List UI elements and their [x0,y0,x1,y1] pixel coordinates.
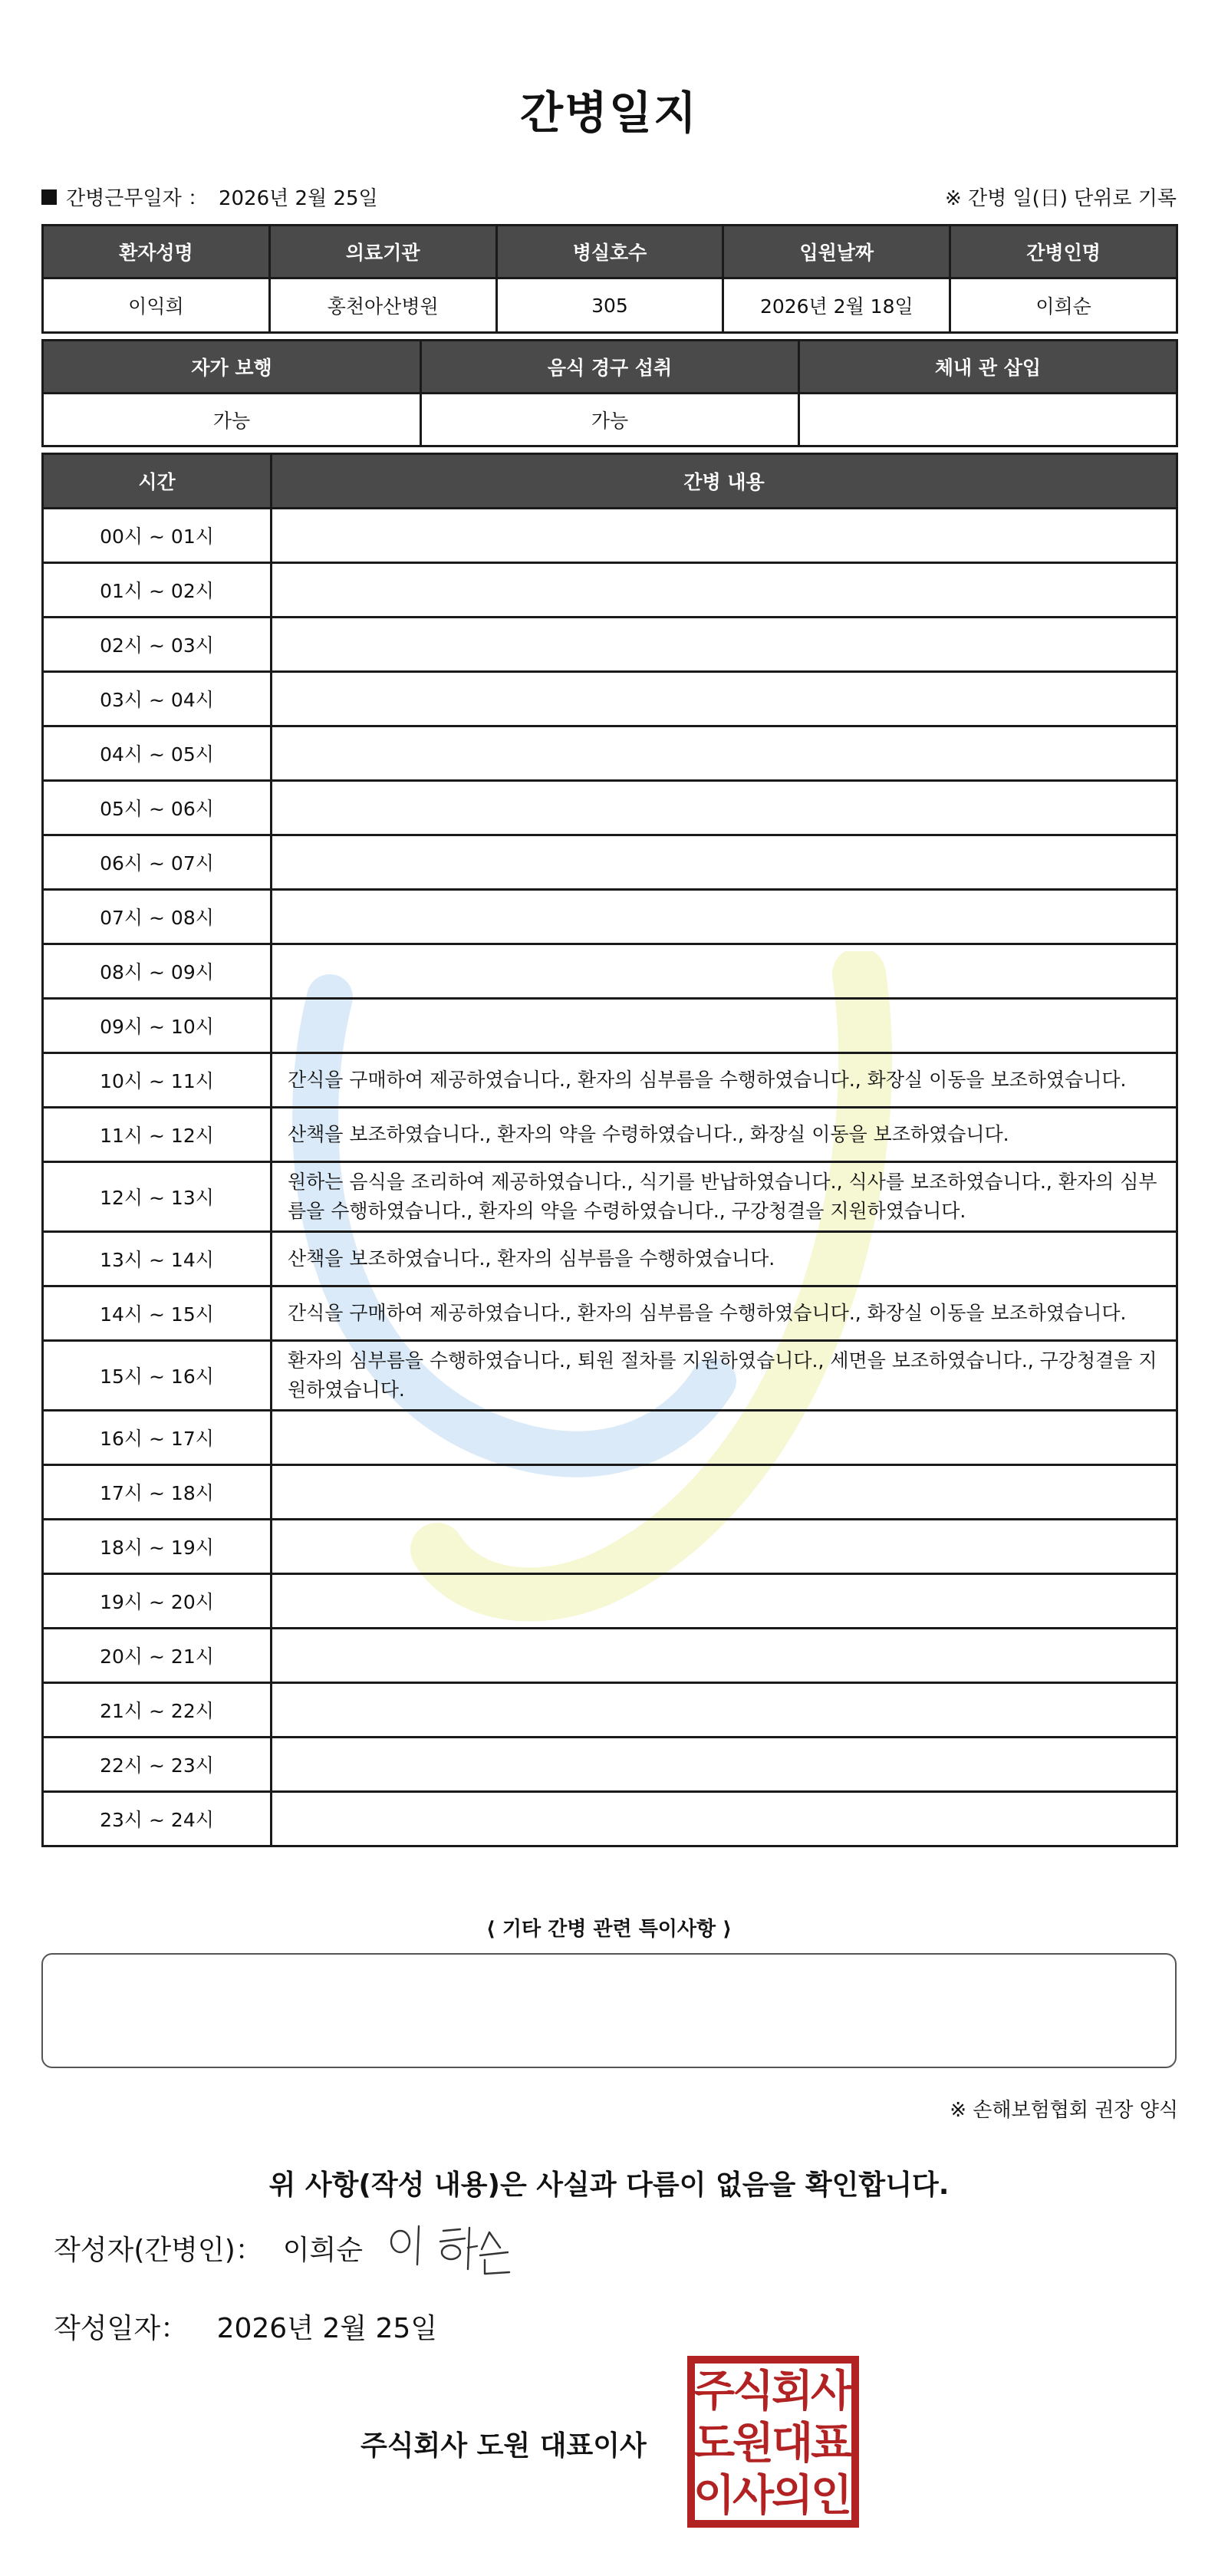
table-row [43,672,1177,726]
table-row [43,1465,1177,1520]
care-content-cell [272,1411,1177,1465]
care-content-cell: 산책을 보조하였습니다., 환자의 심부름을 수행하였습니다. [272,1232,1177,1286]
table-row [43,1520,1177,1574]
patient-status-table [41,339,1178,447]
care-content-cell [272,999,1177,1053]
care-content-cell [272,1792,1177,1846]
remarks-box [41,1953,1177,2068]
time-slot: 17시 ~ 18시 [43,1465,272,1520]
header-hospital: 의료기관 [269,226,496,278]
oral-intake-value: 가능 [421,394,799,446]
work-date [41,183,378,211]
written-date-value: 2026년 2월 25일 [216,2313,438,2344]
time-slot: 19시 ~ 20시 [43,1574,272,1629]
table-row [43,563,1177,618]
care-content-cell [272,781,1177,835]
table-row [43,944,1177,999]
care-content-cell [272,944,1177,999]
recommend-note: ※ 손해보험협회 권장 양식 [950,2099,1178,2122]
seal-glyph: 의 [771,2471,814,2521]
header-care-content: 간병 내용 [272,454,1177,509]
care-content-cell: 환자의 심부름을 수행하였습니다., 퇴원 절차를 지원하였습니다., 세면을 보조하였습니다., 구강청결을 지원하였습니다. [272,1341,1177,1411]
table-row [43,890,1177,944]
table-row [43,1286,1177,1341]
table-row [43,1162,1177,1232]
header-caregiver-name: 간병인명 [950,226,1177,278]
header-patient-name: 환자성명 [43,226,270,278]
table-row [43,1738,1177,1792]
confirmation-statement: 위 사항(작성 내용)은 사실과 다름이 없음을 확인합니다. [268,2169,950,2201]
time-slot: 11시 ~ 12시 [43,1108,272,1162]
time-slot: 04시 ~ 05시 [43,726,272,781]
table-row [43,835,1177,890]
patient-info-table [41,224,1178,334]
seal-glyph: 도 [693,2419,736,2469]
remarks-title: ⟨ 기타 간병 관련 특이사항 ⟩ [486,1918,732,1941]
care-content-cell: 원하는 음식을 조리하여 제공하였습니다., 식기를 반납하였습니다., 식사를 보조하였습니다., 환자의 심부름을 수행하였습니다., 환자의 약을 수령하였습니다., 구강청결을 지원하였습니다. [272,1162,1177,1232]
self-walking-value: 가능 [43,394,421,446]
time-slot: 03시 ~ 04시 [43,672,272,726]
writer-row [54,2228,363,2268]
time-slot: 21시 ~ 22시 [43,1683,272,1738]
care-content-cell [272,890,1177,944]
time-slot: 05시 ~ 06시 [43,781,272,835]
table-row [43,618,1177,672]
table-row [43,1574,1177,1629]
company-seal-stamp [686,2355,860,2528]
time-slot: 08시 ~ 09시 [43,944,272,999]
care-content-cell [272,726,1177,781]
patient-name: 이익희 [43,278,270,333]
care-content-cell: 간식을 구매하여 제공하였습니다., 환자의 심부름을 수행하였습니다., 화장실 이동을 보조하였습니다. [272,1053,1177,1108]
table-row [43,1341,1177,1411]
time-slot: 23시 ~ 24시 [43,1792,272,1846]
care-content-cell [272,1574,1177,1629]
seal-glyph: 원 [732,2419,775,2469]
work-date-value: 2026년 2월 25일 [218,187,378,210]
hospital-name: 홍천아산병원 [269,278,496,333]
table-row [43,781,1177,835]
writer-label: 작성자(간병인)： [54,2235,263,2266]
caregiver-name: 이희순 [950,278,1177,333]
care-content-cell [272,509,1177,563]
table-row [43,999,1177,1053]
document-title: 간병일지 [519,87,699,139]
care-content-cell [272,618,1177,672]
care-content-cell [272,563,1177,618]
time-slot: 13시 ~ 14시 [43,1232,272,1286]
tube-insertion-value [799,394,1177,446]
seal-glyph: 주 [693,2367,736,2416]
time-slot: 01시 ~ 02시 [43,563,272,618]
written-date-row [54,2307,437,2346]
care-content-cell: 산책을 보조하였습니다., 환자의 약을 수령하였습니다., 화장실 이동을 보조하였습니다. [272,1108,1177,1162]
care-content-cell [272,1683,1177,1738]
time-slot: 02시 ~ 03시 [43,618,272,672]
header-tube-insertion: 체내 관 삽입 [799,341,1177,394]
time-slot: 18시 ~ 19시 [43,1520,272,1574]
meta-row [41,183,1177,213]
table-row [43,1053,1177,1108]
care-schedule-table [41,453,1178,1847]
seal-glyph: 인 [810,2471,853,2521]
header-oral-intake: 음식 경구 섭취 [421,341,799,394]
care-content-cell [272,1520,1177,1574]
unit-note: ※ 간병 일(日) 단위로 기록 [944,187,1177,210]
time-slot: 15시 ~ 16시 [43,1341,272,1411]
header-room-number: 병실호수 [496,226,723,278]
time-slot: 22시 ~ 23시 [43,1738,272,1792]
time-slot: 09시 ~ 10시 [43,999,272,1053]
care-content-cell [272,672,1177,726]
handwritten-signature [384,2215,522,2284]
admission-date: 2026년 2월 18일 [723,278,950,333]
seal-glyph: 표 [810,2419,853,2469]
header-admission-date: 입원날짜 [723,226,950,278]
table-row [43,1108,1177,1162]
seal-glyph: 회 [771,2367,814,2416]
table-row [43,1232,1177,1286]
header-self-walking: 자가 보행 [43,341,421,394]
time-slot: 10시 ~ 11시 [43,1053,272,1108]
table-row [43,1792,1177,1846]
time-slot: 20시 ~ 21시 [43,1629,272,1683]
table-row [43,726,1177,781]
time-slot: 16시 ~ 17시 [43,1411,272,1465]
seal-glyph: 사 [810,2367,853,2416]
table-row [43,509,1177,563]
header-time: 시간 [43,454,272,509]
table-row [43,1411,1177,1465]
written-date-label: 작성일자： [54,2313,189,2344]
work-date-label: 간병근무일자 ： [66,187,208,210]
time-slot: 07시 ~ 08시 [43,890,272,944]
time-slot: 14시 ~ 15시 [43,1286,272,1341]
writer-name: 이희순 [282,2235,364,2266]
room-number: 305 [496,278,723,333]
table-row [43,1629,1177,1683]
seal-glyph: 사 [732,2471,775,2521]
company-representative: 주식회사 도원 대표이사 [360,2430,647,2462]
table-row [43,1683,1177,1738]
care-content-cell [272,1465,1177,1520]
care-content-cell [272,1629,1177,1683]
square-bullet-icon [41,189,57,205]
seal-glyph: 식 [732,2367,775,2416]
seal-glyph: 이 [693,2471,736,2521]
time-slot: 06시 ~ 07시 [43,835,272,890]
care-content-cell: 간식을 구매하여 제공하였습니다., 환자의 심부름을 수행하였습니다., 화장실 이동을 보조하였습니다. [272,1286,1177,1341]
care-content-cell [272,835,1177,890]
care-content-cell [272,1738,1177,1792]
seal-glyph: 대 [771,2419,814,2469]
time-slot: 12시 ~ 13시 [43,1162,272,1232]
time-slot: 00시 ~ 01시 [43,509,272,563]
